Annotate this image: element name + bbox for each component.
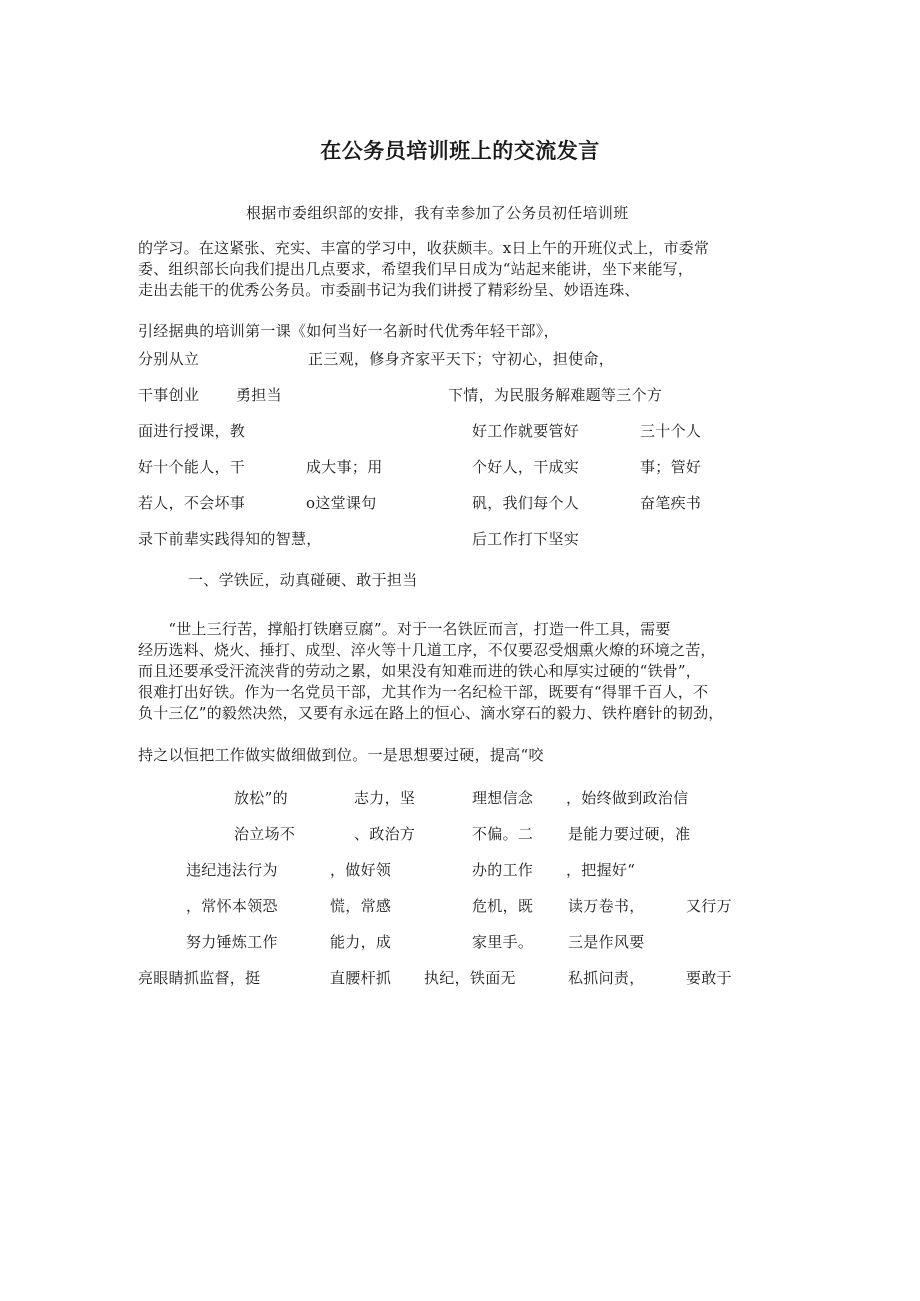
fragment-text: 私抓问责，: [568, 969, 645, 987]
fragment-text: ，始终做到政治信: [566, 789, 689, 807]
fragment-text: 分别从立: [138, 350, 200, 368]
fragment-text: 三是作风要: [568, 933, 645, 951]
intro-first-line: 根据市委组织部的安排，我有幸参加了公务员初任培训班: [246, 204, 629, 222]
fragment-text: 不偏。二: [472, 825, 534, 843]
fragment-text: 违纪违法行为: [186, 861, 278, 879]
fragment-text: 亮眼睛抓监督，挺: [138, 969, 261, 987]
fragment-text: 奋笔疾书: [640, 494, 702, 512]
text-line: 委、组织部长向我们提出几点要求，希望我们早日成为“站起来能讲，坐下来能写，: [138, 260, 694, 278]
fragment-text: 是能力要过硬，准: [568, 825, 691, 843]
text-line: 负十三亿”的毅然决然，又要有永远在路上的恒心、滴水穿石的毅力、铁杵磨针的韧劲，: [138, 704, 724, 722]
fragment-text: 干事创业: [138, 386, 200, 404]
fragment-text: 办的工作: [472, 861, 534, 879]
fragment-text: 后工作打下坚实: [472, 530, 580, 548]
section-heading: 一、学铁匠，动真碰硬、敢于担当: [188, 571, 418, 589]
body-paragraph: [138, 619, 778, 724]
fragment-text: 努力锤炼工作: [186, 933, 278, 951]
text-line: “世上三行苦，撑船打铁磨豆腐”。对于一名铁匠而言，打造一件工具，需要: [138, 620, 671, 638]
fragment-text: 事；管好: [640, 458, 702, 476]
intro-paragraph: [138, 238, 778, 301]
fragment-text: 执纪，铁面无: [424, 969, 516, 987]
fragment-text: 个好人，干成实: [472, 458, 580, 476]
text-line: 的学习。在这紧张、充实、丰富的学习中，收获颇丰。x日上午的开班仪式上，市委常: [138, 239, 710, 257]
fragment-text: 读万卷书，: [568, 897, 645, 915]
fragment-text: 正三观，修身齐家平天下；守初心，担使命，: [308, 350, 615, 368]
fragment-text: 若人，不会坏事: [138, 494, 246, 512]
fragment-text: 又行万: [686, 897, 732, 915]
fragment-text: 引经据典的培训第一课《如何当好一名新时代优秀年轻干部》，: [138, 322, 559, 340]
fragment-text: ，常怀本领恐: [186, 897, 278, 915]
fragment-text: 家里手。: [472, 933, 534, 951]
fragment-text: 好十个能人，干: [138, 458, 246, 476]
fragment-text: ，把握好“: [566, 861, 636, 879]
fragment-text: 放松”的: [234, 789, 288, 807]
fragment-text: 慌，常感: [330, 897, 392, 915]
fragment-text: 面进行授课，教: [138, 422, 246, 440]
fragment-text: 勇担当: [236, 386, 282, 404]
fragment-text: 三十个人: [640, 422, 702, 440]
text-line: 而且还要承受汗流浃背的劳动之累，如果没有知难而进的铁心和厚实过硬的“铁骨”，: [138, 662, 701, 680]
text-line: 走出去能干的优秀公务员。市委副书记为我们讲授了精彩纷呈、妙语连珠、: [138, 281, 640, 299]
fragment-text: o这堂课句: [306, 494, 377, 512]
fragment-text: 成大事；用: [306, 458, 383, 476]
fragment-text: 理想信念: [472, 789, 534, 807]
text-line: 很难打出好铁。作为一名党员干部，尤其作为一名纪检干部，既要有“得罪千百人，不: [138, 683, 709, 701]
fragment-text: 好工作就要管好: [472, 422, 580, 440]
text-line: 经历选料、烧火、捶打、成型、淬火等十几道工序，不仅要忍受烟熏火燎的环境之苦，: [138, 641, 716, 659]
fragment-text: 下情，为民服务解难题等三个方: [448, 386, 663, 404]
text-line: 持之以恒把工作做实做细做到位。一是思想要过硬，提高“咬: [138, 746, 544, 764]
fragment-text: 矾，我们每个人: [472, 494, 580, 512]
fragment-text: 志力，坚: [354, 789, 416, 807]
fragment-text: ，做好领: [330, 861, 392, 879]
fragment-text: 治立场不: [234, 825, 296, 843]
fragment-text: 、政治方: [354, 825, 416, 843]
document-title: 在公务员培训班上的交流发言: [320, 139, 600, 163]
fragment-text: 直腰杆抓: [330, 969, 392, 987]
fragment-text: 录下前辈实践得知的智慧，: [138, 530, 322, 548]
fragment-text: 能力，成: [330, 933, 392, 951]
fragment-text: 要敢于: [686, 969, 732, 987]
fragment-text: 危机，既: [472, 897, 534, 915]
